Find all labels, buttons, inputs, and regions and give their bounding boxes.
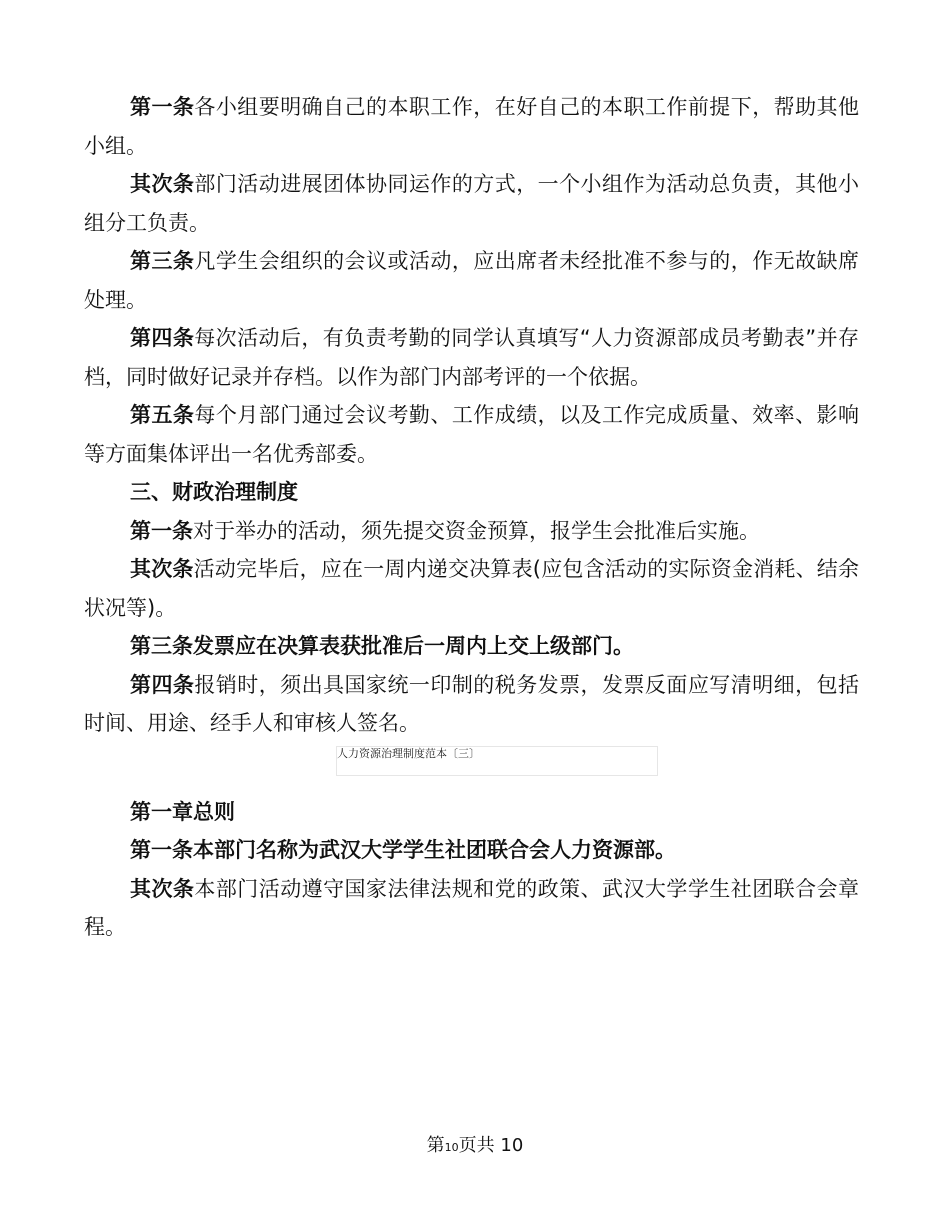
document-body bbox=[84, 88, 859, 947]
article-paragraph: 第四条报销时，须出具国家统一印制的税务发票，发票反面应写清明细，包括时间、用途、经手人和审核人签名。 bbox=[84, 672, 860, 735]
page-footer bbox=[0, 1134, 950, 1160]
section-heading: 三、财政治理制度 bbox=[130, 480, 298, 504]
article-paragraph: 第一条对于举办的活动，须先提交资金预算，报学生会批准后实施。 bbox=[130, 518, 760, 543]
article-paragraph: 其次条部门活动进展团体协同运作的方式，一个小组作为活动总负责，其他小组分工负责。 bbox=[84, 172, 860, 235]
article-paragraph: 其次条活动完毕后，应在一周内递交决算表(应包含活动的实际资金消耗、结余状况等)。 bbox=[84, 557, 859, 620]
footer-suffix: 页共 10 bbox=[458, 1135, 524, 1156]
article-paragraph: 第四条每次活动后，有负责考勤的同学认真填写“人力资源部成员考勤表”并存档，同时做好记录并存档。以作为部门内部考评的一个依据。 bbox=[84, 326, 860, 389]
inset-title-box: 人力资源治理制度范本〔三〕 bbox=[336, 746, 658, 776]
inset-title-area bbox=[84, 743, 859, 793]
article-paragraph: 其次条本部门活动遵守国家法律法规和党的政策、武汉大学学生社团联合会章程。 bbox=[84, 876, 860, 939]
footer-prefix: 第 bbox=[426, 1135, 445, 1156]
chapter-heading: 第一章总则 bbox=[130, 799, 235, 824]
article-paragraph: 第一条本部门名称为武汉大学学生社团联合会人力资源部。 bbox=[130, 838, 676, 862]
article-paragraph: 第三条发票应在决算表获批准后一周内上交上级部门。 bbox=[130, 634, 634, 658]
article-paragraph: 第三条凡学生会组织的会议或活动，应出席者未经批准不参与的，作无故缺席处理。 bbox=[84, 249, 860, 312]
footer-page-number: 10 bbox=[444, 1141, 459, 1154]
article-paragraph: 第五条每个月部门通过会议考勤、工作成绩，以及工作完成质量、效率、影响等方面集体评出一名优秀部委。 bbox=[84, 403, 860, 466]
article-paragraph: 第一条各小组要明确自己的本职工作，在好自己的本职工作前提下，帮助其他小组。 bbox=[84, 95, 860, 158]
